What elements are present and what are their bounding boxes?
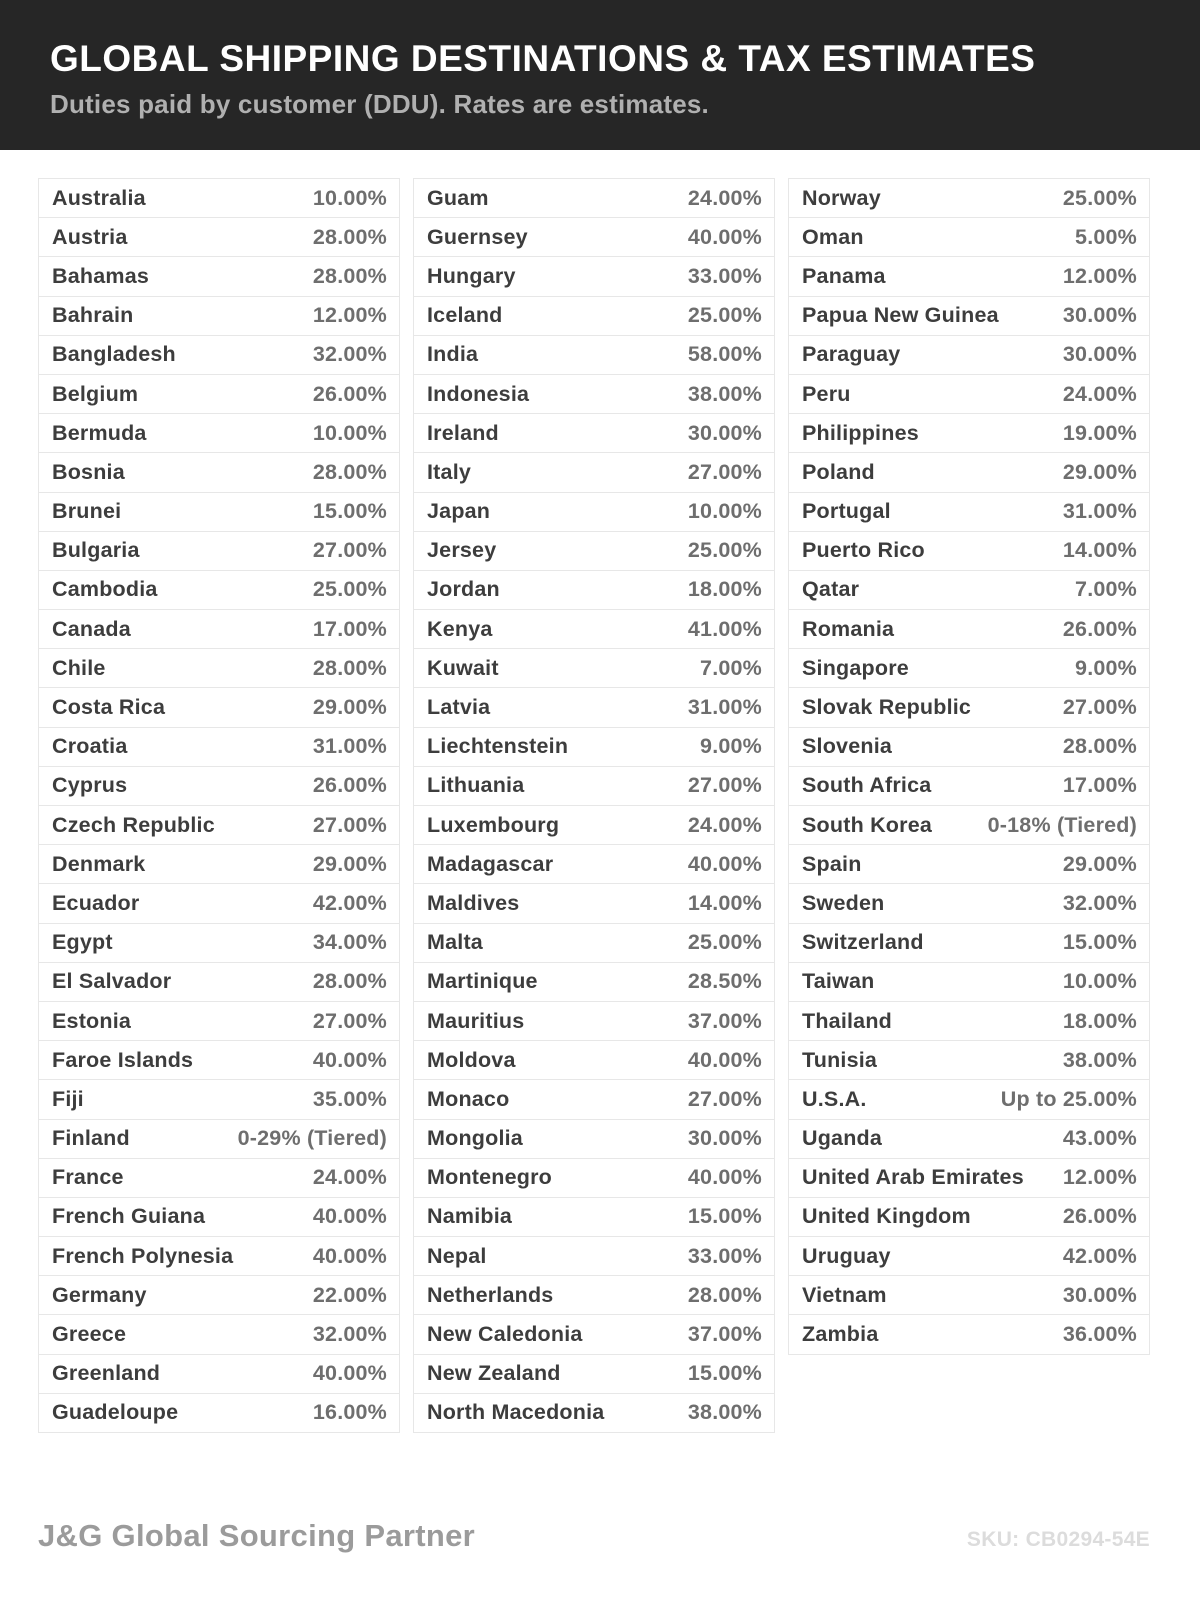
tax-rate: 40.00% [687, 224, 762, 249]
tax-rate: 24.00% [687, 812, 762, 837]
country-name: Kenya [427, 616, 493, 641]
country-name: Malta [427, 930, 483, 955]
country-name: Paraguay [802, 342, 901, 367]
tax-rate: 14.00% [687, 890, 762, 915]
tax-rate: 12.00% [312, 303, 387, 328]
table-row [789, 1002, 1149, 1041]
tax-rate: 40.00% [312, 1243, 387, 1268]
country-name: Maldives [427, 890, 520, 915]
tax-rate: 33.00% [687, 263, 762, 288]
country-name: Spain [802, 851, 862, 876]
table-row [414, 1355, 774, 1394]
tax-rate: 42.00% [1062, 1243, 1137, 1268]
tax-rate: 26.00% [312, 381, 387, 406]
country-name: Bermuda [52, 420, 147, 445]
table-row [414, 336, 774, 375]
table-row [39, 532, 399, 571]
tax-rate: 29.00% [312, 695, 387, 720]
table-row [39, 963, 399, 1002]
table-row [789, 297, 1149, 336]
tax-rate: 0-29% (Tiered) [237, 1126, 387, 1151]
table-row [414, 218, 774, 257]
country-name: Tunisia [802, 1047, 878, 1072]
tax-rate: 32.00% [312, 1322, 387, 1347]
tax-rate: 27.00% [687, 459, 762, 484]
country-name: Bahrain [52, 303, 134, 328]
country-name: Zambia [802, 1322, 879, 1347]
table-row [39, 688, 399, 727]
table-row [39, 924, 399, 963]
tax-rate: 30.00% [1062, 342, 1137, 367]
table-row [39, 1394, 399, 1432]
country-name: Costa Rica [52, 695, 166, 720]
tax-rate: 24.00% [312, 1165, 387, 1190]
table-row [789, 884, 1149, 923]
tax-rate: 28.50% [687, 969, 762, 994]
tax-rate: 35.00% [312, 1086, 387, 1111]
table-row [39, 493, 399, 532]
country-name: Brunei [52, 499, 122, 524]
tax-rate: 10.00% [687, 499, 762, 524]
table-row [414, 1315, 774, 1354]
table-row [39, 1080, 399, 1119]
table-row [414, 532, 774, 571]
tax-rate: 24.00% [687, 185, 762, 210]
table-row [789, 688, 1149, 727]
country-name: Bulgaria [52, 538, 140, 563]
country-name: Taiwan [802, 969, 875, 994]
table-row [414, 963, 774, 1002]
country-name: Guadeloupe [52, 1400, 179, 1425]
table-row [789, 924, 1149, 963]
country-name: Mauritius [427, 1008, 525, 1033]
header [0, 0, 1200, 150]
tax-rate: 14.00% [1062, 538, 1137, 563]
table-row [414, 571, 774, 610]
tax-rate: 27.00% [687, 773, 762, 798]
table-row [39, 1315, 399, 1354]
country-name: Croatia [52, 734, 128, 759]
tax-rate: 9.00% [1075, 655, 1137, 680]
table-row [414, 1276, 774, 1315]
country-name: Ecuador [52, 890, 140, 915]
tax-rate: 43.00% [1062, 1126, 1137, 1151]
table-row [789, 532, 1149, 571]
tax-rate: 17.00% [312, 616, 387, 641]
tax-rate: 12.00% [1062, 1165, 1137, 1190]
country-name: Fiji [52, 1086, 84, 1111]
country-name: Hungary [427, 263, 516, 288]
rates-column-3 [788, 178, 1150, 1355]
country-name: Jersey [427, 538, 497, 563]
table-row [414, 1159, 774, 1198]
tax-rate: 10.00% [1062, 969, 1137, 994]
country-name: Faroe Islands [52, 1047, 194, 1072]
table-row [414, 1394, 774, 1432]
tax-rate: 16.00% [312, 1400, 387, 1425]
tax-rate: 41.00% [687, 616, 762, 641]
tax-rate: 40.00% [687, 1047, 762, 1072]
country-name: South Korea [802, 812, 933, 837]
table-row [39, 1002, 399, 1041]
country-name: Thailand [802, 1008, 892, 1033]
table-row [414, 493, 774, 532]
table-row [414, 1198, 774, 1237]
country-name: South Africa [802, 773, 932, 798]
country-name: Guam [427, 185, 489, 210]
rates-column-2 [413, 178, 775, 1433]
table-row [414, 1237, 774, 1276]
table-row [39, 845, 399, 884]
tax-rate: 17.00% [1062, 773, 1137, 798]
country-name: Jordan [427, 577, 500, 602]
tax-rate: 28.00% [312, 969, 387, 994]
table-row [414, 1041, 774, 1080]
tax-rate: 34.00% [312, 930, 387, 955]
country-name: Guernsey [427, 224, 528, 249]
country-name: Moldova [427, 1047, 516, 1072]
table-row [789, 649, 1149, 688]
tax-rate: 28.00% [312, 655, 387, 680]
table-row [789, 257, 1149, 296]
tax-rate: 33.00% [687, 1243, 762, 1268]
country-name: Austria [52, 224, 128, 249]
table-row [414, 1080, 774, 1119]
tax-rate: 10.00% [312, 420, 387, 445]
country-name: Peru [802, 381, 851, 406]
tax-rate: 28.00% [312, 459, 387, 484]
table-row [414, 610, 774, 649]
table-row [39, 1120, 399, 1159]
table-row [789, 1080, 1149, 1119]
tax-rate: 27.00% [312, 538, 387, 563]
table-row [789, 767, 1149, 806]
country-name: Madagascar [427, 851, 554, 876]
table-row [789, 1120, 1149, 1159]
table-row [39, 1198, 399, 1237]
country-name: Kuwait [427, 655, 499, 680]
country-name: Slovenia [802, 734, 893, 759]
table-row [789, 1159, 1149, 1198]
table-row [414, 924, 774, 963]
table-row [414, 767, 774, 806]
tax-rate: 15.00% [312, 499, 387, 524]
country-name: Finland [52, 1126, 130, 1151]
country-name: Japan [427, 499, 491, 524]
tax-rate: 38.00% [687, 1400, 762, 1425]
tax-rate: 18.00% [1062, 1008, 1137, 1033]
tax-rate: 25.00% [687, 303, 762, 328]
tax-rate: 26.00% [312, 773, 387, 798]
country-name: Portugal [802, 499, 891, 524]
tax-rate: 40.00% [312, 1204, 387, 1229]
table-row [414, 649, 774, 688]
table-row [414, 179, 774, 218]
page-title: GLOBAL SHIPPING DESTINATIONS & TAX ESTIMATES [50, 38, 1036, 79]
table-row [39, 297, 399, 336]
table-row [39, 728, 399, 767]
tax-rate: 38.00% [687, 381, 762, 406]
table-row [39, 610, 399, 649]
tax-rate: 38.00% [1062, 1047, 1137, 1072]
table-row [39, 414, 399, 453]
table-row [414, 375, 774, 414]
country-name: Philippines [802, 420, 919, 445]
tax-rate: 12.00% [1062, 263, 1137, 288]
tax-rate: 26.00% [1062, 1204, 1137, 1229]
brand-text: J&G Global Sourcing Partner [38, 1518, 476, 1553]
country-name: Chile [52, 655, 106, 680]
table-row [414, 884, 774, 923]
country-name: Norway [802, 185, 881, 210]
footer [0, 1518, 1200, 1554]
rates-table [0, 150, 1200, 1433]
country-name: Cambodia [52, 577, 158, 602]
country-name: Australia [52, 185, 146, 210]
tax-rate: 0-18% (Tiered) [987, 812, 1137, 837]
country-name: Iceland [427, 303, 503, 328]
table-row [39, 453, 399, 492]
table-row [789, 728, 1149, 767]
table-row [789, 218, 1149, 257]
table-row [414, 845, 774, 884]
tax-rate: 10.00% [312, 185, 387, 210]
tax-rate: 25.00% [687, 538, 762, 563]
tax-rate: 31.00% [312, 734, 387, 759]
tax-rate: 40.00% [687, 851, 762, 876]
country-name: Poland [802, 459, 875, 484]
country-name: Sweden [802, 890, 885, 915]
table-row [789, 610, 1149, 649]
tax-rate: 40.00% [687, 1165, 762, 1190]
country-name: Monaco [427, 1086, 510, 1111]
tax-rate: 37.00% [687, 1322, 762, 1347]
page-subtitle: Duties paid by customer (DDU). Rates are estimates. [50, 89, 709, 119]
tax-rate: 24.00% [1062, 381, 1137, 406]
country-name: Switzerland [802, 930, 924, 955]
country-name: Italy [427, 459, 472, 484]
table-row [39, 649, 399, 688]
country-name: Vietnam [802, 1282, 887, 1307]
country-name: Mongolia [427, 1126, 523, 1151]
country-name: Czech Republic [52, 812, 215, 837]
tax-rate: 31.00% [687, 695, 762, 720]
tax-rate: 9.00% [700, 734, 762, 759]
country-name: Bahamas [52, 263, 150, 288]
table-row [414, 414, 774, 453]
country-name: Singapore [802, 655, 909, 680]
country-name: Estonia [52, 1008, 132, 1033]
tax-rate: 29.00% [1062, 459, 1137, 484]
table-row [414, 688, 774, 727]
country-name: French Guiana [52, 1204, 206, 1229]
rates-column-1 [38, 178, 400, 1433]
country-name: El Salvador [52, 969, 172, 994]
table-row [39, 1237, 399, 1276]
tax-rate: 27.00% [1062, 695, 1137, 720]
country-name: India [427, 342, 479, 367]
tax-rate: 7.00% [700, 655, 762, 680]
table-row [789, 571, 1149, 610]
table-row [39, 336, 399, 375]
table-row [39, 1159, 399, 1198]
tax-rate: 58.00% [687, 342, 762, 367]
tax-rate: 15.00% [1062, 930, 1137, 955]
tax-rate: 28.00% [687, 1282, 762, 1307]
country-name: Lithuania [427, 773, 525, 798]
table-row [789, 493, 1149, 532]
country-name: Denmark [52, 851, 146, 876]
tax-rate: 28.00% [312, 263, 387, 288]
tax-rate: 15.00% [687, 1204, 762, 1229]
table-row [789, 1315, 1149, 1353]
table-row [414, 728, 774, 767]
country-name: New Zealand [427, 1361, 561, 1386]
country-name: Montenegro [427, 1165, 553, 1190]
country-name: Egypt [52, 930, 113, 955]
table-row [39, 1276, 399, 1315]
table-row [789, 845, 1149, 884]
tax-rate: 37.00% [687, 1008, 762, 1033]
table-row [39, 571, 399, 610]
tax-rate: 30.00% [687, 420, 762, 445]
tax-rate: 40.00% [312, 1047, 387, 1072]
country-name: Nepal [427, 1243, 487, 1268]
tax-rate: 22.00% [312, 1282, 387, 1307]
tax-rate: 26.00% [1062, 616, 1137, 641]
table-row [414, 453, 774, 492]
tax-rate: 7.00% [1075, 577, 1137, 602]
table-row [789, 963, 1149, 1002]
table-row [39, 257, 399, 296]
table-row [39, 179, 399, 218]
tax-rate: 31.00% [1062, 499, 1137, 524]
tax-rate: 29.00% [1062, 851, 1137, 876]
table-row [789, 414, 1149, 453]
country-name: Uganda [802, 1126, 883, 1151]
country-name: French Polynesia [52, 1243, 234, 1268]
country-name: Greece [52, 1322, 127, 1347]
country-name: Slovak Republic [802, 695, 972, 720]
table-row [39, 218, 399, 257]
country-name: Liechtenstein [427, 734, 569, 759]
table-row [39, 1041, 399, 1080]
sku-text: SKU: CB0294-54E [966, 1528, 1150, 1551]
country-name: Qatar [802, 577, 860, 602]
country-name: Namibia [427, 1204, 513, 1229]
table-row [789, 1041, 1149, 1080]
table-row [414, 1002, 774, 1041]
table-row [414, 257, 774, 296]
table-row [789, 1237, 1149, 1276]
country-name: United Arab Emirates [802, 1165, 1024, 1190]
table-row [789, 336, 1149, 375]
table-row [789, 375, 1149, 414]
country-name: Papua New Guinea [802, 303, 999, 328]
tax-rate: 40.00% [312, 1361, 387, 1386]
table-row [414, 297, 774, 336]
tax-rate: 29.00% [312, 851, 387, 876]
country-name: Puerto Rico [802, 538, 925, 563]
table-row [414, 806, 774, 845]
tax-rate: 28.00% [312, 224, 387, 249]
table-row [39, 1355, 399, 1394]
tax-rate: 18.00% [687, 577, 762, 602]
table-row [789, 806, 1149, 845]
country-name: U.S.A. [802, 1086, 867, 1111]
country-name: Ireland [427, 420, 499, 445]
tax-rate: 19.00% [1062, 420, 1137, 445]
country-name: Netherlands [427, 1282, 554, 1307]
country-name: Oman [802, 224, 864, 249]
tax-rate: 25.00% [687, 930, 762, 955]
country-name: Panama [802, 263, 886, 288]
country-name: Greenland [52, 1361, 161, 1386]
country-name: Indonesia [427, 381, 530, 406]
table-row [789, 179, 1149, 218]
country-name: Uruguay [802, 1243, 891, 1268]
country-name: Cyprus [52, 773, 128, 798]
tax-rate: 27.00% [312, 1008, 387, 1033]
tax-rate: 30.00% [1062, 303, 1137, 328]
tax-rate: 5.00% [1075, 224, 1137, 249]
tax-rate: 42.00% [312, 890, 387, 915]
country-name: Latvia [427, 695, 491, 720]
table-row [414, 1120, 774, 1159]
table-row [39, 884, 399, 923]
country-name: Bosnia [52, 459, 125, 484]
tax-rate: 30.00% [1062, 1282, 1137, 1307]
country-name: North Macedonia [427, 1400, 605, 1425]
table-row [789, 1198, 1149, 1237]
tax-rate: 25.00% [312, 577, 387, 602]
country-name: Romania [802, 616, 895, 641]
country-name: France [52, 1165, 124, 1190]
tax-rate: 27.00% [312, 812, 387, 837]
tax-rate: 28.00% [1062, 734, 1137, 759]
country-name: Bangladesh [52, 342, 176, 367]
country-name: Belgium [52, 381, 139, 406]
tax-rate: 25.00% [1062, 185, 1137, 210]
tax-rate: 32.00% [1062, 890, 1137, 915]
country-name: New Caledonia [427, 1322, 583, 1347]
tax-rate: 27.00% [687, 1086, 762, 1111]
table-row [39, 806, 399, 845]
tax-rate: 15.00% [687, 1361, 762, 1386]
table-row [39, 375, 399, 414]
tax-rate: 30.00% [687, 1126, 762, 1151]
country-name: Luxembourg [427, 812, 560, 837]
country-name: United Kingdom [802, 1204, 971, 1229]
country-name: Germany [52, 1282, 147, 1307]
tax-rate: Up to 25.00% [1000, 1086, 1137, 1111]
tax-rate: 36.00% [1062, 1322, 1137, 1347]
table-row [789, 1276, 1149, 1315]
country-name: Canada [52, 616, 131, 641]
table-row [39, 767, 399, 806]
country-name: Martinique [427, 969, 538, 994]
table-row [789, 453, 1149, 492]
tax-rate: 32.00% [312, 342, 387, 367]
